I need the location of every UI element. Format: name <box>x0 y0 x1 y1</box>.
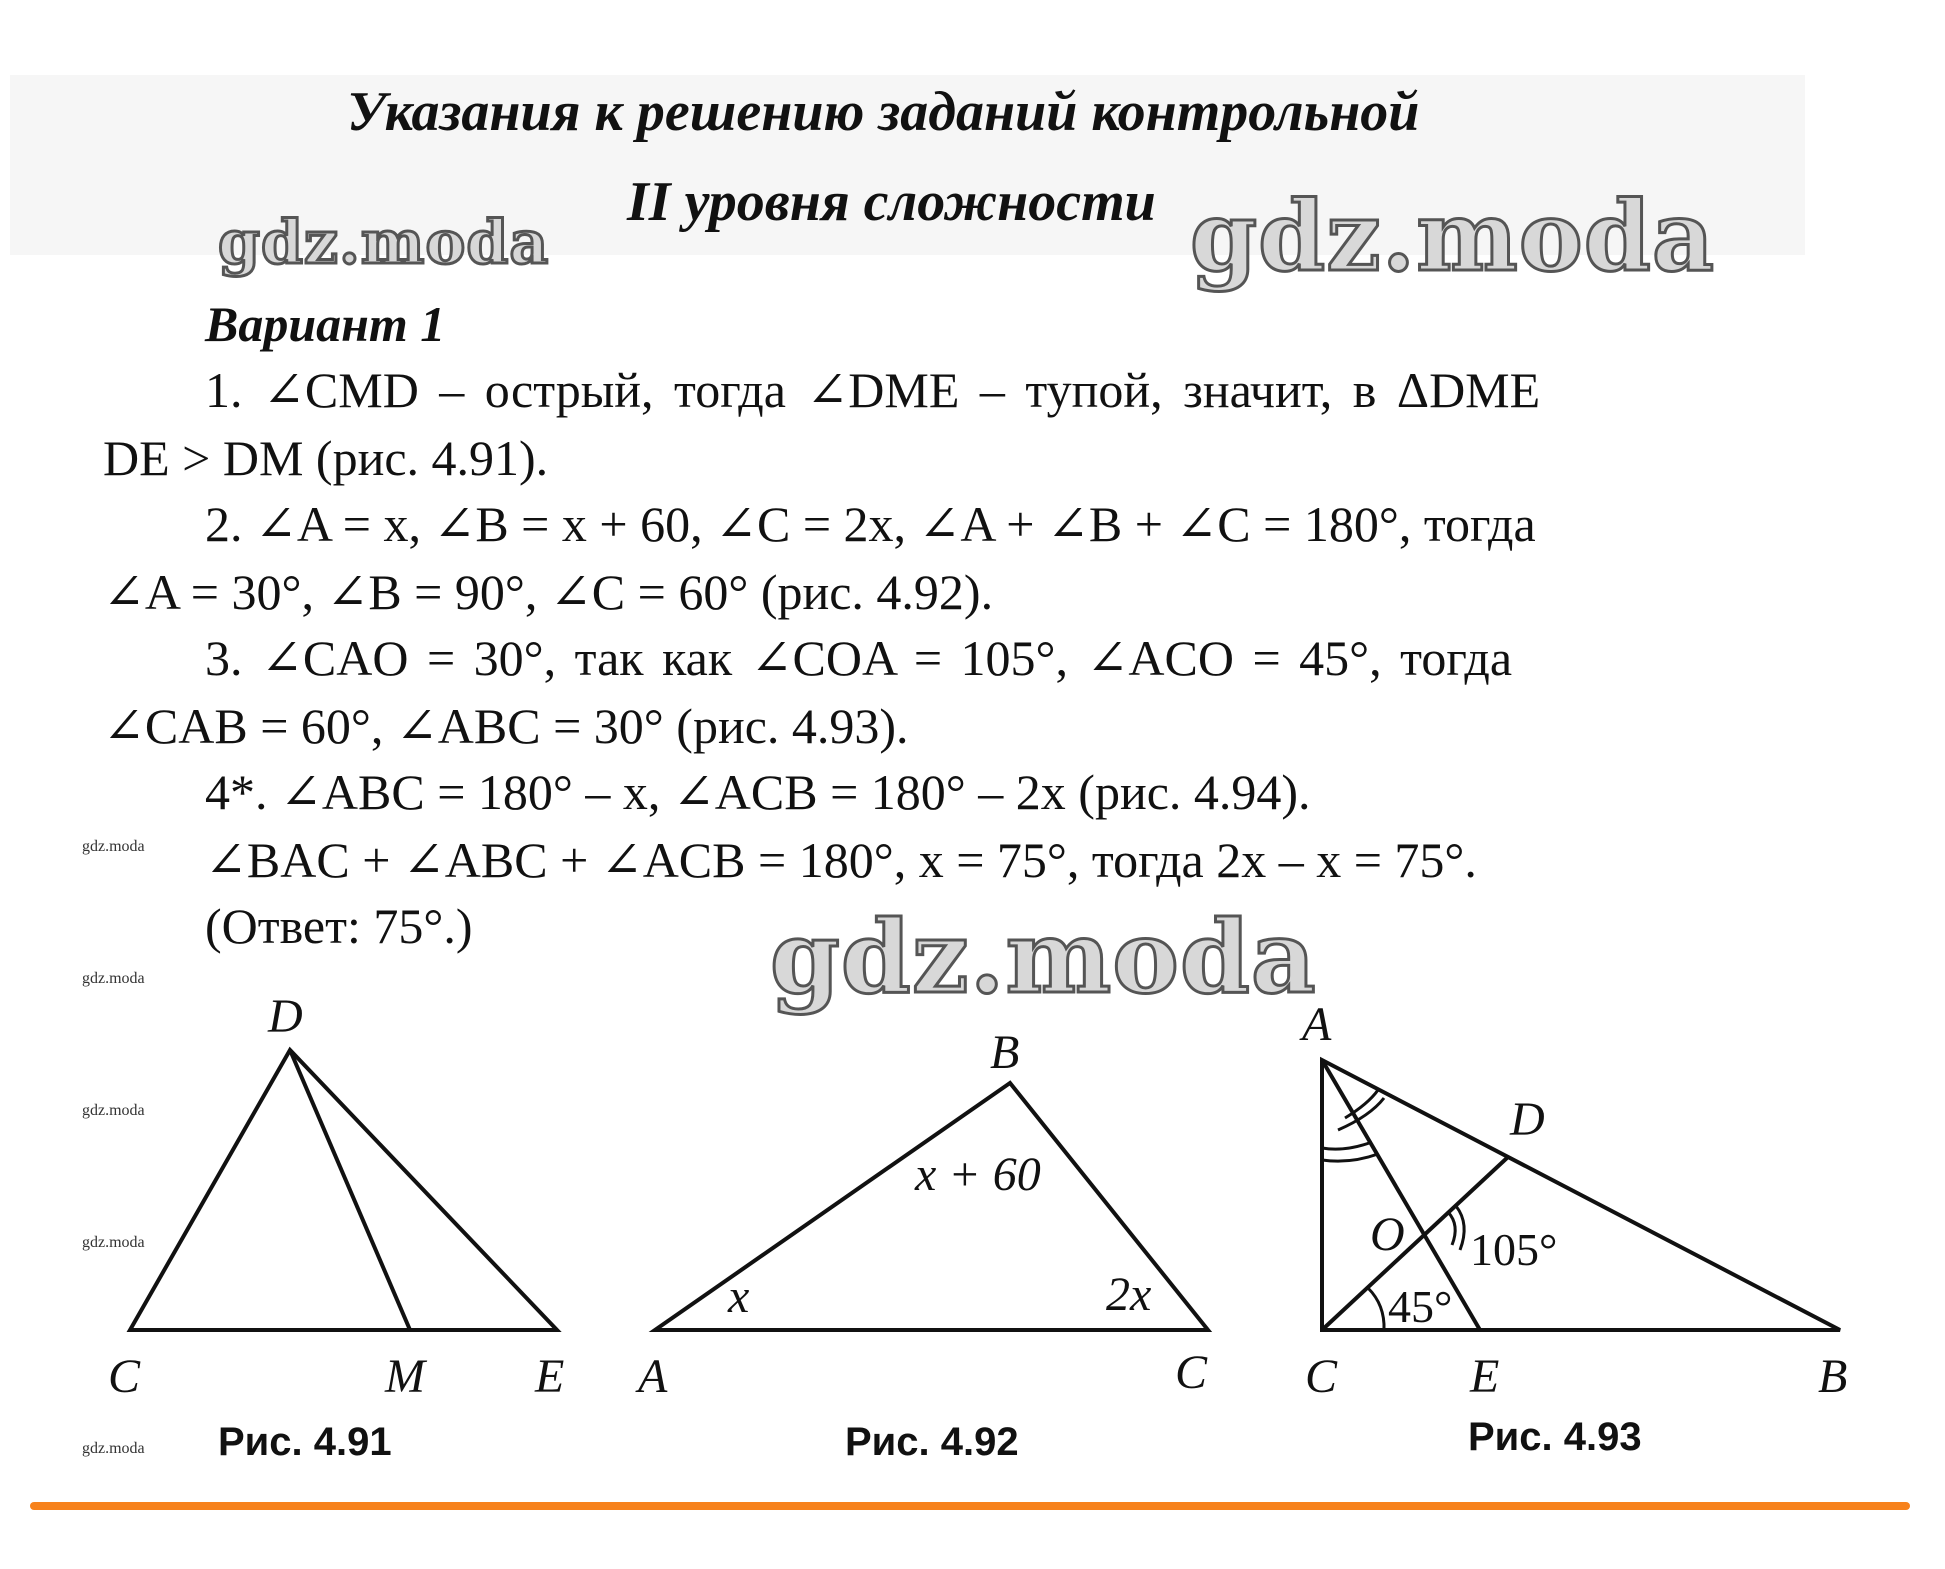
watermark-small-2: gdz.moda <box>82 970 145 987</box>
fig3-angle-aco: 45° <box>1388 1281 1453 1332</box>
solution-2-line-1: 2. ∠A = x, ∠B = x + 60, ∠C = 2x, ∠A + ∠B + ∠C = 180°, тогда <box>205 496 1536 552</box>
segment-dm <box>290 1050 410 1330</box>
fig-caption-4-92: Рис. 4.92 <box>845 1420 1019 1464</box>
solution-3-line-1: 3. ∠CAO = 30°, так как ∠COA = 105°, ∠ACO = 45°, тогда <box>205 630 1513 686</box>
fig3-label-b: B <box>1818 1350 1848 1403</box>
fig3-label-c: C <box>1305 1350 1338 1403</box>
title-line-2: II уровня сложности <box>627 171 1156 233</box>
watermark-top-left: gdz.moda <box>218 208 550 278</box>
accent-bar <box>30 1502 1910 1510</box>
solution-3-line-2: ∠CAB = 60°, ∠ABC = 30° (рис. 4.93). <box>103 698 909 754</box>
fig-caption-4-91: Рис. 4.91 <box>218 1420 392 1464</box>
fig-caption-4-93: Рис. 4.93 <box>1468 1415 1642 1459</box>
watermark-center: gdz.moda <box>770 898 1317 1016</box>
arc-angle-coa-2 <box>1456 1206 1464 1250</box>
arc-angle-oac-2 <box>1322 1154 1378 1161</box>
fig2-label-b: B <box>990 1026 1020 1079</box>
watermark-small-4: gdz.moda <box>82 1234 145 1251</box>
fig3-label-o: O <box>1370 1208 1405 1261</box>
fig2-angle-c: 2x <box>1106 1268 1152 1321</box>
watermark-small-1: gdz.moda <box>82 838 145 855</box>
title-line-1: Указания к решению заданий контрольной <box>347 81 1420 143</box>
figure-4-91 <box>130 1050 557 1330</box>
watermark-small-5: gdz.moda <box>82 1440 145 1457</box>
arc-angle-coa-1 <box>1448 1212 1455 1245</box>
watermark-top-right: gdz.moda <box>1190 180 1716 293</box>
triangle-cde <box>130 1050 557 1330</box>
fig1-label-d: D <box>268 990 303 1043</box>
variant-heading: Вариант 1 <box>205 296 446 352</box>
fig2-angle-b: x + 60 <box>915 1148 1041 1201</box>
fig1-label-e: E <box>535 1350 565 1403</box>
solution-4-line-2: ∠BAC + ∠ABC + ∠ACB = 180°, x = 75°, тогда 2x – x = 75°. <box>205 832 1477 888</box>
fig3-label-e: E <box>1470 1350 1500 1403</box>
fig2-label-c: C <box>1175 1346 1208 1399</box>
arc-angle-oac-1 <box>1322 1142 1372 1149</box>
fig3-angle-coa: 105° <box>1470 1224 1558 1275</box>
solution-1-line-1: 1. ∠CMD – острый, тогда ∠DME – тупой, значит, в ΔDME <box>205 362 1541 418</box>
solution-4-line-1: 4*. ∠ABC = 180° – x, ∠ACB = 180° – 2x (рис. 4.94). <box>205 764 1311 820</box>
solution-4-answer: (Ответ: 75°.) <box>205 898 473 954</box>
watermark-small-3: gdz.moda <box>82 1102 145 1119</box>
solution-1-line-2: DE > DM (рис. 4.91). <box>103 430 549 486</box>
solution-2-line-2: ∠A = 30°, ∠B = 90°, ∠C = 60° (рис. 4.92). <box>103 564 994 620</box>
fig1-label-m: M <box>385 1350 425 1403</box>
fig3-label-a: A <box>1302 998 1332 1051</box>
arc-angle-aco <box>1368 1288 1384 1330</box>
fig3-label-d: D <box>1510 1093 1545 1146</box>
fig1-label-c: C <box>108 1350 141 1403</box>
fig2-angle-a: x <box>728 1270 750 1323</box>
fig2-label-a: A <box>638 1350 668 1403</box>
